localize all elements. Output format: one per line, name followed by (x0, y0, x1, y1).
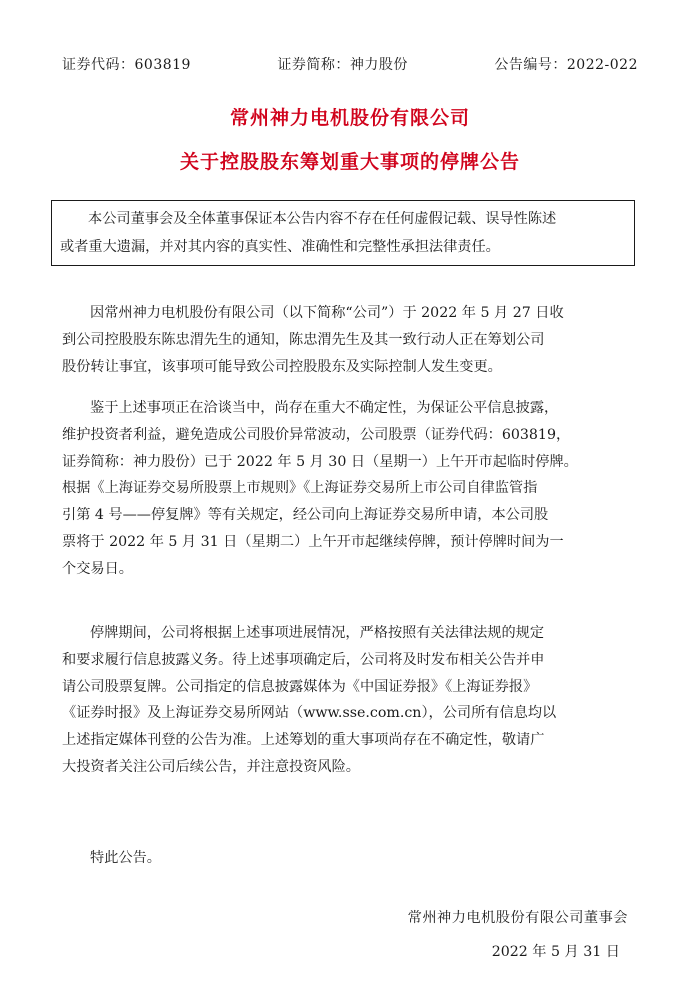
paragraph-suspension (62, 395, 640, 583)
announcement-number: 公告编号：2022-022 (494, 57, 638, 73)
paragraph-line: 股份转让事宜，该事项可能导致公司控股股东及实际控制人发生变更。 (62, 358, 502, 375)
paragraph-line: 《证券时报》及上海证券交易所网站（www.sse.com.cn），公司所有信息均以 (62, 705, 557, 722)
paragraph-line: 上述指定媒体刊登的公告为准。上述筹划的重大事项尚存在不确定性，敬请广 (62, 732, 545, 749)
paragraph-line: 个交易日。 (62, 560, 133, 577)
paragraph-line: 到公司控股股东陈忠渭先生的通知，陈忠渭先生及其一致行动人正在筹划公司 (62, 331, 545, 348)
paragraph-line: 根据《上海证券交易所股票上市规则》《上海证券交易所上市公司自律监管指 (62, 480, 538, 497)
header-row (62, 54, 638, 74)
paragraph-line: 引第 4 号——停复牌》等有关规定，经公司向上海证券交易所申请，本公司股 (62, 507, 549, 524)
paragraph-line: 维护投资者利益，避免造成公司股价异常波动，公司股票（证券代码：603819， (62, 426, 571, 443)
paragraph-line: 停牌期间，公司将根据上述事项进展情况，严格按照有关法律法规的规定 (90, 625, 545, 641)
stock-name: 证券简称：神力股份 (277, 57, 408, 73)
signature-company: 常州神力电机股份有限公司董事会 (407, 910, 628, 926)
paragraph-line: 证券简称：神力股份）已于 2022 年 5 月 30 日（星期一）上午开市起临时停牌。 (62, 453, 578, 470)
announcement-title: 关于控股股东筹划重大事项的停牌公告 (179, 151, 520, 173)
closing-remark: 特此公告。 (90, 850, 161, 866)
board-statement-box (51, 200, 635, 266)
paragraph-line: 和要求履行信息披露义务。待上述事项确定后，公司将及时发布相关公告并申 (62, 651, 545, 668)
paragraph-line: 请公司股票复牌。公司指定的信息披露媒体为《中国证券报》《上海证券报》 (62, 678, 538, 695)
paragraph-line: 鉴于上述事项正在洽谈当中，尚存在重大不确定性，为保证公平信息披露， (90, 400, 559, 416)
paragraph-notification (62, 300, 640, 380)
statement-line: 本公司董事会及全体董事保证本公告内容不存在任何虚假记载、误导性陈述 (88, 211, 557, 227)
paragraph-line: 大投资者关注公司后续公告，并注意投资风险。 (62, 758, 360, 775)
paragraph-disclosure (62, 620, 640, 781)
company-title: 常州神力电机股份有限公司 (229, 107, 470, 129)
statement-line: 或者重大遗漏，并对其内容的真实性、准确性和完整性承担法律责任。 (60, 239, 500, 255)
paragraph-line: 因常州神力电机股份有限公司（以下简称“公司”）于 2022 年 5 月 27 日收 (90, 305, 564, 321)
signature-date: 2022 年 5 月 31 日 (491, 944, 620, 960)
stock-code: 证券代码：603819 (62, 57, 191, 73)
paragraph-line: 票将于 2022 年 5 月 31 日（星期二）上午开市起继续停牌，预计停牌时间为一 (62, 533, 564, 550)
